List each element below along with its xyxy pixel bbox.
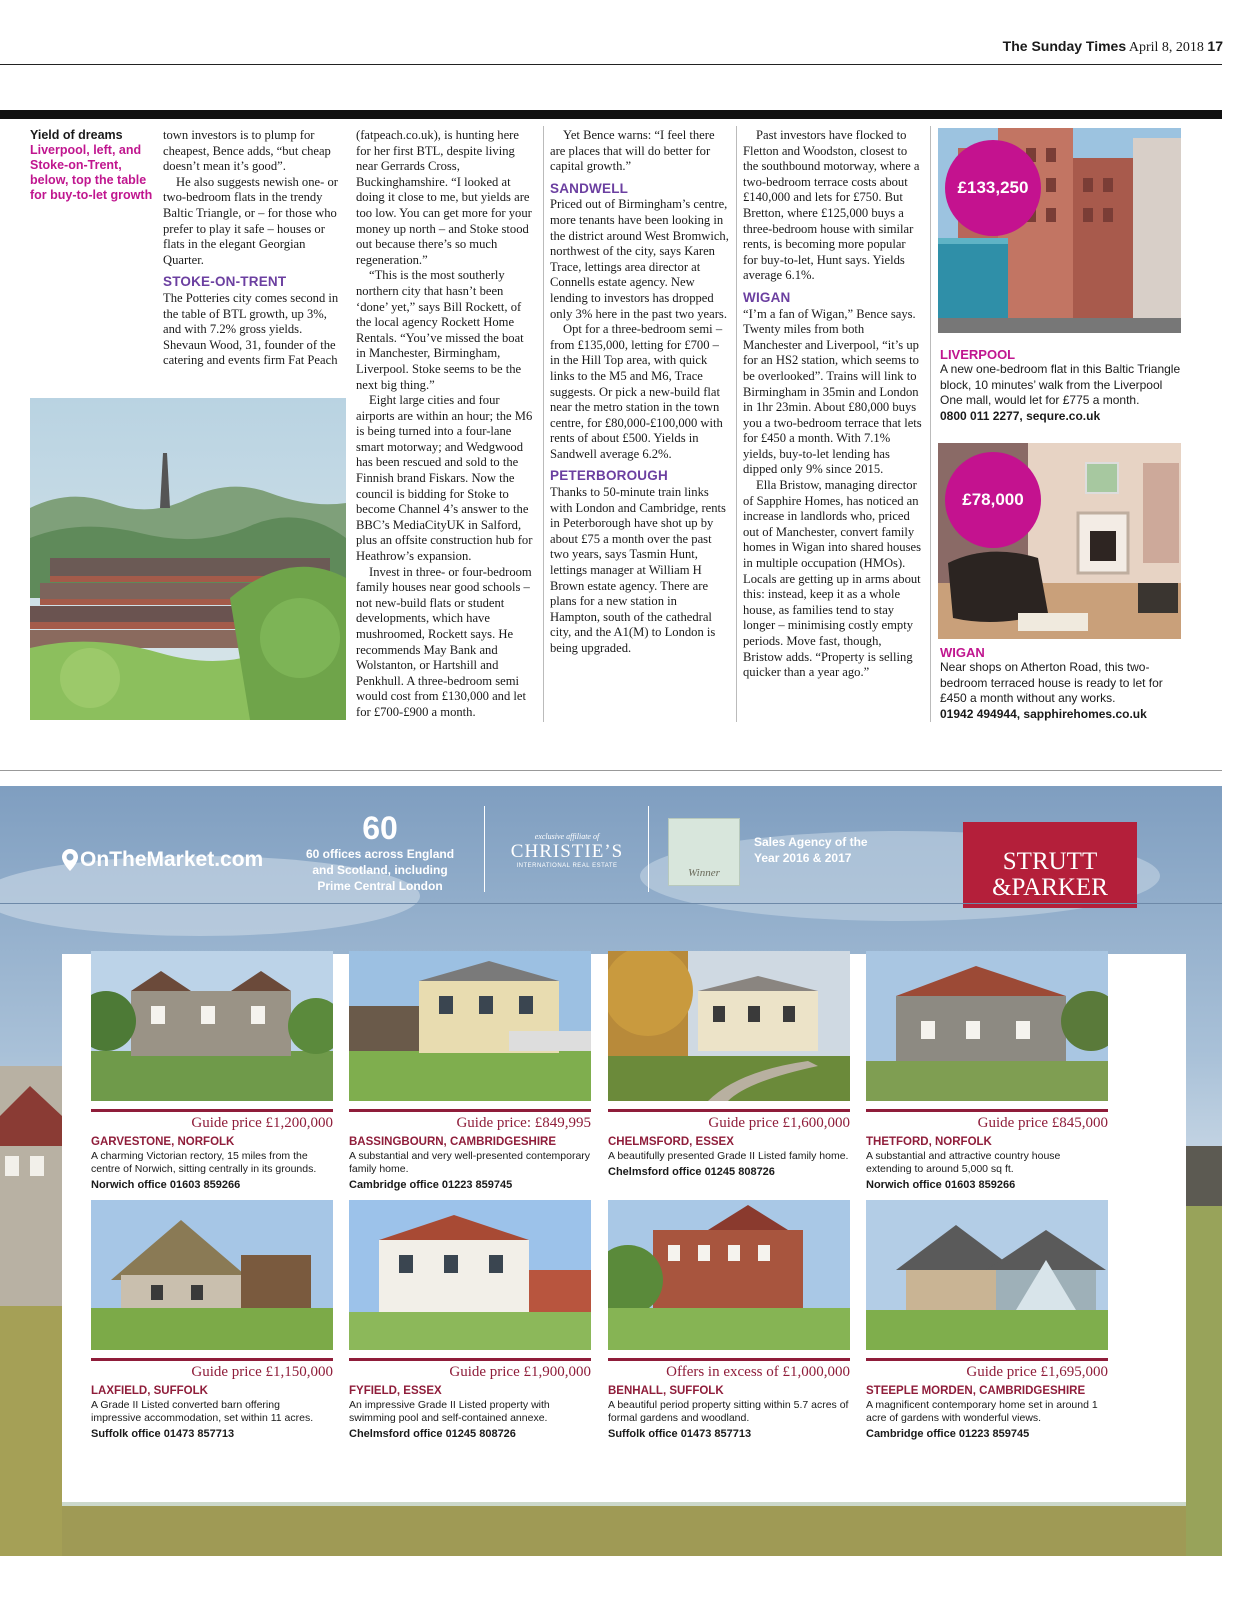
listing-description: A substantial and very well-presented contemporary family home. bbox=[349, 1150, 591, 1175]
paragraph: Yet Bence warns: “I feel there are places that will do better for capital growth.” bbox=[550, 128, 715, 174]
listing-description: An impressive Grade II Listed property with swimming pool and self-contained annexe. bbox=[349, 1399, 550, 1424]
listing-photo bbox=[91, 951, 333, 1101]
onthemarket-text: OnTheMarket.com bbox=[80, 848, 264, 871]
listing-price: Guide price £845,000 bbox=[977, 1115, 1108, 1131]
article-column-1 bbox=[163, 128, 345, 369]
listing-card[interactable] bbox=[608, 1200, 850, 1440]
wigan-contact: 01942 494944, sapphirehomes.co.uk bbox=[940, 706, 1147, 721]
issue-date: April 8, 2018 bbox=[1128, 40, 1204, 55]
listing-location: LAXFIELD, SUFFOLK bbox=[91, 1385, 208, 1397]
award-badge-text: Winner bbox=[688, 867, 720, 879]
wigan-description: Near shops on Atherton Road, this two-bedroom terraced house is ready to let for £450 a month without any works. bbox=[940, 660, 1163, 705]
caption-title: Yield of dreams bbox=[30, 128, 123, 142]
section-bar bbox=[0, 110, 1222, 119]
listing-description: A beautifully presented Grade II Listed family home. bbox=[608, 1150, 849, 1162]
column-rule bbox=[543, 126, 544, 722]
paragraph: Opt for a three-bedroom semi – from £135,000, letting for £700 – in the Hill Top area, with quick links to the M5 and M6, Trace suggests. Or pick a new-build flat near the metro station in the town centre, for £80,000-£100,000 with rents of about £500. Yields in Sandwell average 6.2%. bbox=[550, 322, 723, 461]
listing-card[interactable] bbox=[349, 951, 591, 1191]
listing-card[interactable] bbox=[349, 1200, 591, 1440]
listing-office: Suffolk office 01473 857713 bbox=[608, 1428, 752, 1440]
column-rule bbox=[930, 126, 931, 722]
paragraph: (fatpeach.co.uk), is hunting here for her first BTL, despite living near Gerrards Cross, Buckinghamshire. “I looked at doing it close to me, but yields are too low. You can get more for your money up north – and Stoke stood out because there’s so much regeneration.” bbox=[356, 128, 532, 267]
paragraph: He also suggests newish one- or two-bedroom flats in the trendy Baltic Triangle, or – for those who prefer to play it safe – houses or flats in the elegant Georgian Quarter. bbox=[163, 174, 338, 267]
subheading-sandwell: SANDWELL bbox=[550, 180, 629, 196]
christies-logo bbox=[492, 832, 642, 869]
award-text: Sales Agency of the Year 2016 & 2017 bbox=[754, 835, 868, 865]
listing-location: BASSINGBOURN, CAMBRIDGESHIRE bbox=[349, 1136, 557, 1148]
stoke-photo bbox=[30, 398, 346, 720]
strutt-parker-line1: STRUTT bbox=[1002, 848, 1098, 875]
article-column-4 bbox=[743, 128, 923, 681]
listing-price: Guide price £1,200,000 bbox=[191, 1115, 333, 1131]
listing-office: Chelmsford office 01245 808726 bbox=[608, 1166, 775, 1178]
photo-caption bbox=[30, 128, 156, 203]
listing-photo bbox=[608, 951, 850, 1101]
listing-office: Norwich office 01603 859266 bbox=[866, 1179, 1016, 1191]
subheading-peterborough: PETERBOROUGH bbox=[550, 468, 668, 484]
listing-location: STEEPLE MORDEN, CAMBRIDGESHIRE bbox=[866, 1385, 1086, 1397]
listing-price: Guide price £1,900,000 bbox=[449, 1364, 591, 1380]
paragraph: “This is the most southerly northern city that hasn’t been ‘done’ yet,” says Bill Rockett, of the local agency Rockett Home Rentals. “You’ve missed the boat in Manchester, Birmingham, Liverpool. Stoke seems to be the next big thing.” bbox=[356, 268, 524, 392]
listing-description: A substantial and attractive country house extending to around 5,000 sq ft. bbox=[866, 1150, 1061, 1175]
listing-description: A beautiful period property sitting within 5.7 acres of formal gardens and woodland. bbox=[608, 1399, 849, 1424]
listing-office: Chelmsford office 01245 808726 bbox=[349, 1428, 516, 1440]
listing-location: GARVESTONE, NORFOLK bbox=[91, 1136, 235, 1148]
strutt-parker-line2: &PARKER bbox=[992, 874, 1108, 901]
christies-name: CHRISTIE’S bbox=[510, 841, 624, 862]
listing-card[interactable] bbox=[866, 1200, 1108, 1440]
paragraph: Priced out of Birmingham’s centre, more tenants have been looking in the district around West Bromwich, northwest of the city, says Karen Trace, lettings area director at Connells estate agency. New lending to investors has dropped only 3% here in the past two years. bbox=[550, 197, 729, 321]
caption-body: Liverpool, left, and Stoke-on-Trent, below, top the table for buy-to-let growth bbox=[30, 143, 153, 202]
listing-description: A charming Victorian rectory, 15 miles from the centre of Norwich, sitting centrally in its grounds. bbox=[91, 1150, 317, 1175]
divider bbox=[349, 1358, 591, 1361]
listing-photo bbox=[349, 1200, 591, 1350]
advert-header-rule bbox=[0, 903, 1222, 904]
paragraph: Ella Bristow, managing director of Sapphire Homes, has noticed an increase in landlords who, priced out of Manchester, convert family homes in Wigan into shared houses in multiple occupation (HMOs). Locals are getting up in arms about this: instead, keep it as a whole house, as families tend to stay longer – minimising costly empty periods. Move fast, though, Bristow adds. “Property is selling quicker than a year ago.” bbox=[743, 478, 921, 680]
divider bbox=[866, 1358, 1108, 1361]
divider bbox=[866, 1109, 1108, 1112]
divider bbox=[349, 1109, 591, 1112]
onthemarket-logo bbox=[62, 840, 262, 880]
listing-price: Guide price £1,695,000 bbox=[966, 1364, 1108, 1380]
listing-price: Guide price: £849,995 bbox=[456, 1115, 591, 1131]
paragraph: Past investors have flocked to Fletton and Woodston, closest to the southbound motorway, where a two-bedroom terrace costs about £140,000 and lets for £750. But Bretton, where £125,000 buys a three-bedroom house with similar rents, is becoming more popular for buy-to-let, Hunt says. Yields average 6.1%. bbox=[743, 128, 920, 283]
listing-card[interactable] bbox=[91, 1200, 333, 1440]
page-number: 17 bbox=[1207, 38, 1223, 54]
listing-office: Suffolk office 01473 857713 bbox=[91, 1428, 235, 1440]
article-column-3 bbox=[550, 128, 730, 657]
offices-number: 60 bbox=[362, 810, 398, 846]
paragraph: Eight large cities and four airports are within an hour; the M6 is being turned into a four-lane smart motorway; and Wedgwood has been rescued and sold to the Finnish brand Fiskars. Now the council is bidding for Stoke to become Channel 4’s answer to the BBC’s MediaCityUK in Salford, plus an offsite construction hub for Heathrow’s expansion. bbox=[356, 393, 533, 564]
listing-photo bbox=[349, 951, 591, 1101]
advert-divider bbox=[648, 806, 649, 892]
wigan-price-badge: £78,000 bbox=[945, 452, 1041, 548]
divider bbox=[91, 1358, 333, 1361]
masthead bbox=[1003, 38, 1223, 56]
wigan-heading: WIGAN bbox=[940, 645, 985, 660]
subheading-wigan: WIGAN bbox=[743, 289, 791, 305]
liverpool-description: A new one-bedroom flat in this Baltic Triangle block, 10 minutes’ walk from the Liverpool One mall, would let for £775 a month. bbox=[940, 362, 1181, 407]
liverpool-contact: 0800 011 2277, sequre.co.uk bbox=[940, 408, 1101, 423]
listing-office: Cambridge office 01223 859745 bbox=[866, 1428, 1030, 1440]
listing-location: BENHALL, SUFFOLK bbox=[608, 1385, 724, 1397]
liverpool-price-badge: £133,250 bbox=[945, 140, 1041, 236]
liverpool-heading: LIVERPOOL bbox=[940, 347, 1016, 362]
listing-photo bbox=[866, 951, 1108, 1101]
listing-location: CHELMSFORD, ESSEX bbox=[608, 1136, 734, 1148]
listing-office: Norwich office 01603 859266 bbox=[91, 1179, 241, 1191]
divider bbox=[91, 1109, 333, 1112]
paragraph: The Potteries city comes second in the table of BTL growth, up 3%, and with 7.2% gross yields. Shevaun Wood, 31, founder of the catering and events firm Fat Peach bbox=[163, 290, 339, 368]
divider bbox=[608, 1358, 850, 1361]
offices-block bbox=[300, 810, 460, 894]
wigan-listing bbox=[940, 645, 1183, 722]
column-rule bbox=[736, 126, 737, 722]
article-column-2 bbox=[356, 128, 536, 721]
listing-price: Guide price £1,150,000 bbox=[191, 1364, 333, 1380]
award-badge bbox=[668, 818, 740, 886]
divider bbox=[608, 1109, 850, 1112]
listing-photo bbox=[866, 1200, 1108, 1350]
listing-photo bbox=[91, 1200, 333, 1350]
listing-card[interactable] bbox=[91, 951, 333, 1191]
paragraph: town investors is to plump for cheapest, Bence adds, “but cheap doesn’t mean it’s good”. bbox=[163, 128, 331, 174]
advert-separator bbox=[0, 770, 1222, 771]
map-pin-icon bbox=[62, 849, 78, 871]
christies-sub: INTERNATIONAL REAL ESTATE bbox=[516, 863, 618, 869]
listing-office: Cambridge office 01223 859745 bbox=[349, 1179, 513, 1191]
listing-location: THETFORD, NORFOLK bbox=[866, 1136, 992, 1148]
liverpool-listing bbox=[940, 347, 1183, 424]
subheading-stoke: STOKE-ON-TRENT bbox=[163, 274, 287, 290]
listing-card[interactable] bbox=[866, 951, 1108, 1191]
listing-photo bbox=[608, 1200, 850, 1350]
listing-description: A magnificent contemporary home set in around 1 acre of gardens with wonderful views. bbox=[866, 1399, 1098, 1424]
listing-location: FYFIELD, ESSEX bbox=[349, 1385, 442, 1397]
strutt-parker-logo bbox=[963, 822, 1137, 908]
listing-description: A Grade II Listed converted barn offering impressive accommodation, set within 11 acres. bbox=[91, 1399, 314, 1424]
newspaper-name: The Sunday Times bbox=[1002, 38, 1127, 54]
listing-card[interactable] bbox=[608, 951, 850, 1178]
paragraph: Invest in three- or four-bedroom family houses near good schools – not new-build flats or student developments, which have mushroomed, Rockett says. He recommends May Bank and Wolstanton, or Hartshill and Penkhull. A three-bedroom semi would cost from £130,000 and let for £700-£900 a month. bbox=[356, 564, 532, 719]
paragraph: “I’m a fan of Wigan,” Bence says. Twenty miles from both Manchester and Liverpool, “it’s up for an HS2 station, which seems to be overlooked”. Trains will link to Birmingham in 35min and London in 1hr 23min. About £80,000 buys you a two-bedroom terrace that lets for £450 a month. With 7.1% yields, buy-to-let lending has dipped only 9% since 2015. bbox=[743, 306, 922, 477]
listing-price: Guide price £1,600,000 bbox=[708, 1115, 850, 1131]
listing-price: Offers in excess of £1,000,000 bbox=[666, 1364, 850, 1380]
advert-divider bbox=[484, 806, 485, 892]
header-rule bbox=[0, 64, 1222, 65]
paragraph: Thanks to 50-minute train links with London and Cambridge, rents in Peterborough have shot up by about £75 a month over the past two years, says Tasmin Hunt, lettings manager at William H Brown estate agency. There are plans for a new station in Hampton, south of the cathedral city, and the A1(M) to London is being upgraded. bbox=[550, 485, 726, 655]
offices-text: 60 offices across England and Scotland, including Prime Central London bbox=[305, 847, 455, 893]
christies-affiliate: exclusive affiliate of bbox=[534, 832, 600, 841]
